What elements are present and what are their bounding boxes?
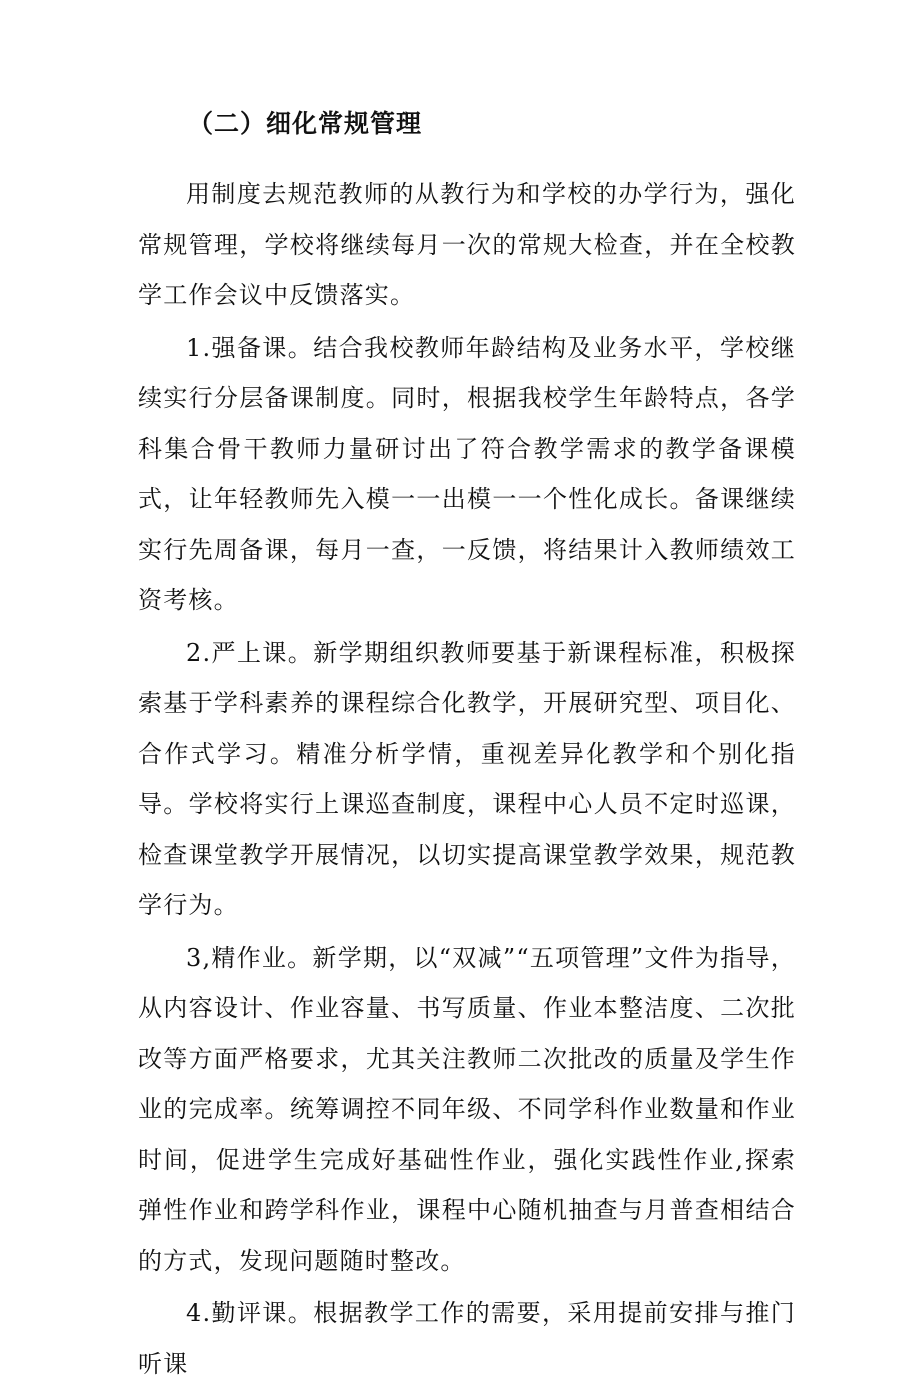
paragraph-lesson-evaluation: 4.勤评课。根据教学工作的需要，采用提前安排与推门听课 (138, 1299, 796, 1378)
section-heading: （二）细化常规管理 (188, 109, 423, 138)
paragraph-intro: 用制度去规范教师的从教行为和学校的办学行为，强化常规管理，学校将继续每月一次的常规大检查，并在全校教学工作会议中反馈落实。 (138, 180, 796, 309)
paragraph-homework: 3,精作业。新学期，以“双减”“五项管理”文件为指导，从内容设计、作业容量、书写质量、作业本整洁度、二次批改等方面严格要求，尤其关注教师二次批改的质量及学生作业的完成率。统筹调控不同年级、不同学科作业数量和作业时间，促进学生完成好基础性作业，强化实践性作业,探索弹性作业和跨学科作业，课程中心随机抽查与月普查相结合的方式，发现问题随时整改。 (138, 943, 796, 1275)
document-body (138, 169, 796, 1391)
paragraph-teaching: 2.严上课。新学期组织教师要基于新课程标准，积极探索基于学科素养的课程综合化教学，开展研究型、项目化、合作式学习。精准分析学情，重视差异化教学和个别化指导。学校将实行上课巡查制度，课程中心人员不定时巡课，检查课堂教学开展情况，以切实提高课堂教学效果，规范教学行为。 (138, 638, 796, 919)
paragraph-lesson-preparation: 1.强备课。结合我校教师年龄结构及业务水平，学校继续实行分层备课制度。同时，根据我校学生年龄特点，各学科集合骨干教师力量研讨出了符合教学需求的教学备课模式，让年轻教师先入模一一出模一一个性化成长。备课继续实行先周备课，每月一查，一反馈，将结果计入教师绩效工资考核。 (138, 333, 796, 614)
